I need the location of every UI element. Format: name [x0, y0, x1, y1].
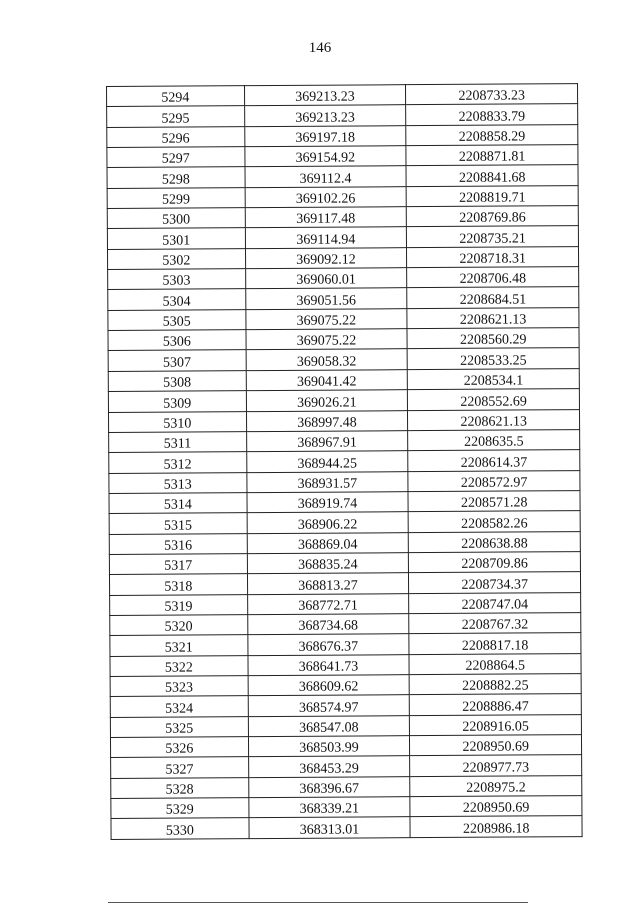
table-row	[108, 409, 579, 432]
table-row	[110, 653, 581, 676]
point-number-cell: 5317	[109, 554, 247, 575]
y-coordinate-cell: 2208950.69	[410, 796, 582, 817]
x-coordinate-cell: 368813.27	[247, 573, 409, 594]
y-coordinate-cell: 2208621.13	[407, 307, 579, 328]
point-number-cell: 5310	[108, 411, 246, 432]
y-coordinate-cell: 2208950.69	[410, 735, 582, 756]
table-row	[107, 246, 578, 269]
x-coordinate-cell: 368772.71	[247, 593, 409, 614]
point-number-cell: 5315	[109, 513, 247, 534]
table-row	[110, 735, 581, 758]
x-coordinate-cell: 368453.29	[248, 756, 410, 777]
point-number-cell: 5326	[110, 737, 248, 758]
y-coordinate-cell: 2208560.29	[407, 328, 579, 349]
point-number-cell: 5324	[110, 696, 248, 717]
table-row	[107, 226, 578, 249]
x-coordinate-cell: 369154.92	[244, 146, 406, 167]
table-row	[107, 185, 578, 208]
y-coordinate-cell: 2208614.37	[408, 450, 580, 471]
x-coordinate-cell: 368547.08	[248, 715, 410, 736]
point-number-cell: 5305	[108, 309, 246, 330]
x-coordinate-cell: 368609.62	[248, 675, 410, 696]
point-number-cell: 5306	[108, 330, 246, 351]
table-row	[109, 572, 580, 595]
y-coordinate-cell: 2208582.26	[408, 511, 580, 532]
y-coordinate-cell: 2208733.23	[406, 84, 578, 105]
y-coordinate-cell: 2208864.5	[409, 653, 581, 674]
table-row	[107, 84, 578, 107]
point-number-cell: 5300	[107, 208, 245, 229]
y-coordinate-cell: 2208635.5	[408, 429, 580, 450]
point-number-cell: 5325	[110, 716, 248, 737]
table-row	[107, 165, 578, 188]
y-coordinate-cell: 2208533.25	[407, 348, 579, 369]
x-coordinate-cell: 368574.97	[248, 695, 410, 716]
table-row	[111, 775, 582, 798]
point-number-cell: 5319	[110, 594, 248, 615]
y-coordinate-cell: 2208735.21	[407, 226, 579, 247]
y-coordinate-cell: 2208833.79	[406, 104, 578, 125]
y-coordinate-cell: 2208886.47	[410, 694, 582, 715]
table-row	[107, 206, 578, 229]
y-coordinate-cell: 2208819.71	[406, 185, 578, 206]
point-number-cell: 5307	[108, 350, 246, 371]
table-row	[109, 450, 580, 473]
table-row	[108, 348, 579, 371]
x-coordinate-cell: 369041.42	[246, 369, 408, 390]
point-number-cell: 5301	[107, 228, 245, 249]
x-coordinate-cell: 369114.94	[245, 227, 407, 248]
table-body	[107, 84, 583, 840]
y-coordinate-cell: 2208977.73	[410, 755, 582, 776]
x-coordinate-cell: 369058.32	[246, 349, 408, 370]
point-number-cell: 5303	[108, 269, 246, 290]
point-number-cell: 5318	[109, 574, 247, 595]
table-row	[110, 694, 581, 717]
point-number-cell: 5328	[111, 777, 249, 798]
y-coordinate-cell: 2208916.05	[410, 714, 582, 735]
y-coordinate-cell: 2208841.68	[406, 165, 578, 186]
point-number-cell: 5323	[110, 676, 248, 697]
table-row	[110, 633, 581, 656]
point-number-cell: 5320	[110, 615, 248, 636]
x-coordinate-cell: 369102.26	[245, 186, 407, 207]
x-coordinate-cell: 368944.25	[246, 451, 408, 472]
y-coordinate-cell: 2208986.18	[410, 816, 582, 837]
x-coordinate-cell: 368676.37	[247, 634, 409, 655]
point-number-cell: 5309	[108, 391, 246, 412]
table-row	[111, 755, 582, 778]
y-coordinate-cell: 2208871.81	[406, 145, 578, 166]
y-coordinate-cell: 2208534.1	[408, 368, 580, 389]
x-coordinate-cell: 368919.74	[247, 492, 409, 513]
point-number-cell: 5295	[107, 106, 245, 127]
x-coordinate-cell: 369075.22	[245, 308, 407, 329]
y-coordinate-cell: 2208767.32	[409, 613, 581, 634]
point-number-cell: 5298	[107, 167, 245, 188]
table-row	[109, 552, 580, 575]
x-coordinate-cell: 369197.18	[244, 125, 406, 146]
y-coordinate-cell: 2208858.29	[406, 124, 578, 145]
point-number-cell: 5294	[107, 86, 245, 107]
table-row	[110, 674, 581, 697]
x-coordinate-cell: 368641.73	[248, 654, 410, 675]
point-number-cell: 5312	[109, 452, 247, 473]
x-coordinate-cell: 369075.22	[246, 329, 408, 350]
table-row	[108, 328, 579, 351]
x-coordinate-cell: 368967.91	[246, 431, 408, 452]
x-coordinate-cell: 368931.57	[246, 471, 408, 492]
y-coordinate-cell: 2208552.69	[408, 389, 580, 410]
point-number-cell: 5304	[108, 289, 246, 310]
point-number-cell: 5302	[107, 248, 245, 269]
x-coordinate-cell: 368396.67	[248, 776, 410, 797]
table-row	[110, 613, 581, 636]
point-number-cell: 5296	[107, 126, 245, 147]
x-coordinate-cell: 369026.21	[246, 390, 408, 411]
y-coordinate-cell: 2208638.88	[409, 531, 581, 552]
table-row	[109, 490, 580, 513]
x-coordinate-cell: 368997.48	[246, 410, 408, 431]
point-number-cell: 5313	[109, 472, 247, 493]
x-coordinate-cell: 368906.22	[247, 512, 409, 533]
table-row	[108, 267, 579, 290]
y-coordinate-cell: 2208975.2	[410, 775, 582, 796]
table-row	[107, 124, 578, 147]
table-row	[111, 816, 582, 839]
table-row	[110, 714, 581, 737]
x-coordinate-cell: 369213.23	[244, 85, 406, 106]
point-number-cell: 5314	[109, 493, 247, 514]
point-number-cell: 5330	[111, 818, 249, 839]
table-row	[109, 429, 580, 452]
table-row	[107, 145, 578, 168]
x-coordinate-cell: 368339.21	[248, 797, 410, 818]
table-row	[111, 796, 582, 819]
point-number-cell: 5308	[108, 370, 246, 391]
table-row	[108, 307, 579, 330]
point-number-cell: 5327	[111, 757, 249, 778]
point-number-cell: 5322	[110, 655, 248, 676]
coordinates-table	[106, 83, 583, 840]
y-coordinate-cell: 2208709.86	[409, 552, 581, 573]
y-coordinate-cell: 2208706.48	[407, 267, 579, 288]
y-coordinate-cell: 2208734.37	[409, 572, 581, 593]
point-number-cell: 5297	[107, 147, 245, 168]
table-row	[109, 470, 580, 493]
x-coordinate-cell: 368869.04	[247, 532, 409, 553]
x-coordinate-cell: 369213.23	[244, 105, 406, 126]
point-number-cell: 5329	[111, 798, 249, 819]
x-coordinate-cell: 368503.99	[248, 736, 410, 757]
table-row	[108, 287, 579, 310]
table-row	[107, 104, 578, 127]
y-coordinate-cell: 2208718.31	[407, 246, 579, 267]
y-coordinate-cell: 2208817.18	[409, 633, 581, 654]
x-coordinate-cell: 369051.56	[245, 288, 407, 309]
x-coordinate-cell: 368313.01	[249, 817, 411, 838]
point-number-cell: 5311	[109, 431, 247, 452]
x-coordinate-cell: 368734.68	[247, 614, 409, 635]
point-number-cell: 5316	[109, 533, 247, 554]
page-number: 146	[308, 40, 332, 56]
y-coordinate-cell: 2208684.51	[407, 287, 579, 308]
x-coordinate-cell: 369112.4	[245, 166, 407, 187]
table-row	[108, 389, 579, 412]
table-row	[108, 368, 579, 391]
x-coordinate-cell: 369117.48	[245, 207, 407, 228]
table-row	[109, 511, 580, 534]
x-coordinate-cell: 369092.12	[245, 247, 407, 268]
y-coordinate-cell: 2208571.28	[408, 490, 580, 511]
table-row	[109, 531, 580, 554]
y-coordinate-cell: 2208621.13	[408, 409, 580, 430]
y-coordinate-cell: 2208747.04	[409, 592, 581, 613]
y-coordinate-cell: 2208882.25	[409, 674, 581, 695]
y-coordinate-cell: 2208572.97	[408, 470, 580, 491]
point-number-cell: 5299	[107, 187, 245, 208]
table-row	[110, 592, 581, 615]
point-number-cell: 5321	[110, 635, 248, 656]
bottom-rule	[108, 902, 528, 903]
x-coordinate-cell: 369060.01	[245, 268, 407, 289]
y-coordinate-cell: 2208769.86	[407, 206, 579, 227]
x-coordinate-cell: 368835.24	[247, 553, 409, 574]
